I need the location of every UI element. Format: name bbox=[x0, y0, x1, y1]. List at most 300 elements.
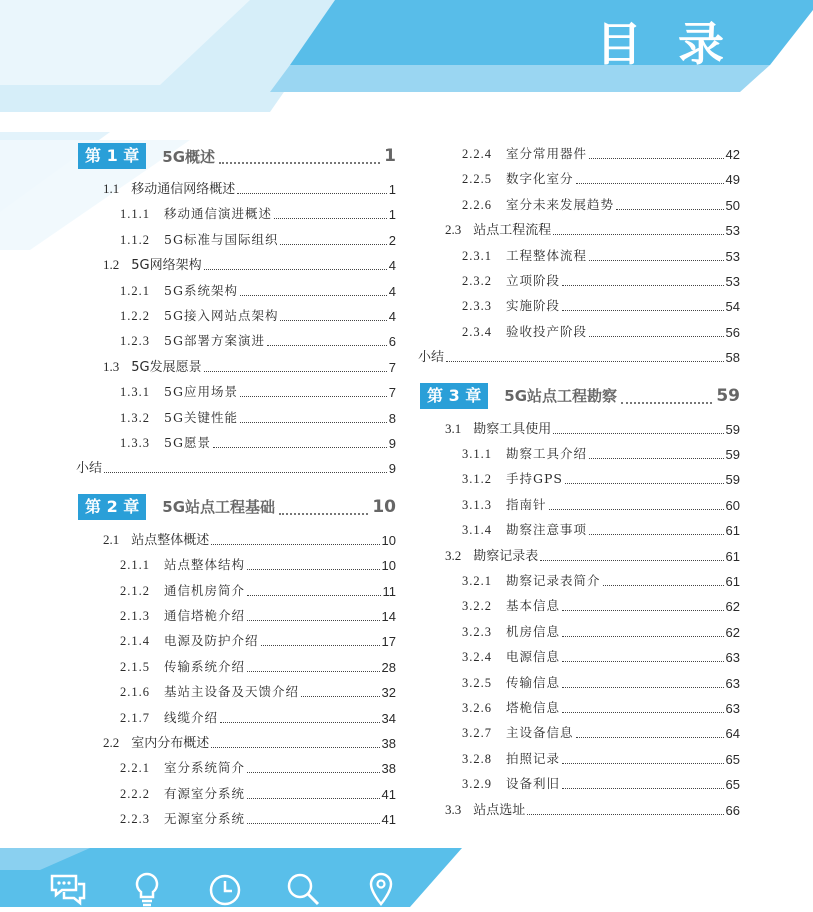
entry-page-number: 66 bbox=[725, 802, 740, 818]
toc-subsection[interactable] bbox=[462, 719, 740, 741]
entry-number: 2.1.6 bbox=[120, 685, 150, 700]
entry-label-group bbox=[76, 461, 102, 476]
dot-leader bbox=[237, 193, 387, 194]
entry-page-number: 41 bbox=[381, 812, 396, 828]
entry-number: 2.1.5 bbox=[120, 659, 150, 674]
entry-number: 2.3.2 bbox=[462, 274, 492, 288]
entry-label-group bbox=[120, 583, 245, 599]
dot-leader bbox=[562, 712, 724, 713]
entry-page-number: 59 bbox=[725, 447, 740, 462]
entry-label-group bbox=[120, 232, 278, 248]
entry-label-group bbox=[462, 598, 560, 614]
entry-page-number: 49 bbox=[725, 172, 740, 188]
toc-subsection[interactable] bbox=[120, 378, 396, 400]
toc-subsection[interactable] bbox=[120, 226, 396, 248]
entry-number: 1.1.2 bbox=[120, 232, 150, 247]
entry-page-number: 4 bbox=[388, 309, 396, 324]
dot-leader bbox=[261, 645, 380, 646]
entry-number: 1.2.3 bbox=[120, 334, 150, 349]
entry-number: 2.1.1 bbox=[120, 558, 150, 573]
entry-label-group bbox=[462, 471, 563, 487]
dot-leader bbox=[621, 402, 712, 404]
entry-title: 勘察工具介绍 bbox=[506, 446, 588, 461]
entry-number: 2.3 bbox=[445, 222, 462, 238]
toc-subsection[interactable] bbox=[120, 627, 396, 649]
toc-section[interactable] bbox=[103, 526, 396, 548]
entry-page-number: 63 bbox=[725, 650, 740, 666]
entry-label-group bbox=[445, 222, 551, 238]
dot-leader bbox=[247, 620, 380, 621]
entry-title: 传输信息 bbox=[506, 674, 561, 690]
entry-title: 5G愿景 bbox=[164, 435, 211, 450]
dot-leader bbox=[603, 585, 724, 586]
entry-page-number: 63 bbox=[725, 675, 740, 691]
toc-section[interactable] bbox=[445, 216, 740, 238]
dot-leader bbox=[219, 162, 380, 164]
entry-page-number: 6 bbox=[388, 334, 396, 350]
entry-label-group bbox=[462, 522, 587, 538]
toc-subsection[interactable] bbox=[120, 200, 396, 222]
entry-number: 2.2.6 bbox=[462, 197, 492, 212]
toc-subsection[interactable] bbox=[120, 327, 396, 349]
entry-number: 1.2.1 bbox=[120, 283, 150, 298]
entry-label-group bbox=[462, 171, 574, 187]
dot-leader bbox=[553, 234, 723, 235]
entry-number: 3.2.6 bbox=[462, 701, 492, 715]
dot-leader bbox=[562, 310, 724, 311]
entry-title: 小结 bbox=[418, 350, 445, 366]
dot-leader bbox=[280, 320, 386, 321]
toc-subsection[interactable] bbox=[120, 277, 396, 299]
dot-leader bbox=[220, 722, 380, 723]
entry-page-number: 61 bbox=[725, 574, 740, 589]
toc-subsection[interactable] bbox=[120, 805, 396, 827]
entry-title: 手持GPS bbox=[506, 471, 563, 487]
entry-label-group bbox=[462, 273, 560, 289]
entry-label-group bbox=[418, 350, 444, 365]
toc-chapter[interactable] bbox=[78, 494, 396, 520]
toc-subsection[interactable] bbox=[120, 577, 396, 599]
entry-page-number: 10 bbox=[381, 532, 396, 548]
entry-label-group bbox=[462, 700, 560, 716]
entry-label-group bbox=[103, 181, 235, 197]
entry-label-group bbox=[120, 384, 238, 400]
toc-subsection[interactable] bbox=[120, 302, 396, 324]
dot-leader bbox=[549, 509, 724, 510]
chapter-badge: 第 3 章 bbox=[420, 383, 488, 409]
entry-page-number: 17 bbox=[381, 634, 396, 650]
entry-number: 1.2 bbox=[103, 257, 120, 273]
entry-page-number: 53 bbox=[725, 248, 740, 264]
dot-leader bbox=[267, 345, 387, 346]
toc-subsection[interactable] bbox=[462, 292, 740, 314]
entry-label-group bbox=[120, 659, 245, 675]
chapter-title: 5G站点工程勘察 bbox=[504, 387, 618, 406]
entry-title: 基站主设备及天馈介绍 bbox=[164, 684, 300, 700]
entry-label-group bbox=[120, 308, 278, 324]
entry-page-number: 4 bbox=[388, 258, 396, 274]
entry-number: 2.2.4 bbox=[462, 147, 492, 161]
toc-subsection[interactable] bbox=[462, 440, 740, 462]
entry-label-group bbox=[120, 206, 272, 222]
toc-subsection[interactable] bbox=[120, 653, 396, 675]
entry-title: 5G标准与国际组织 bbox=[164, 231, 279, 247]
toc-subsection[interactable] bbox=[462, 618, 740, 640]
entry-number: 2.2 bbox=[103, 735, 120, 750]
entry-number: 2.3.3 bbox=[462, 299, 492, 314]
dot-leader bbox=[562, 788, 724, 789]
entry-number: 1.2.2 bbox=[120, 309, 150, 323]
dot-leader bbox=[589, 336, 724, 337]
toc-subsection[interactable] bbox=[120, 404, 396, 426]
entry-number: 3.1.2 bbox=[462, 472, 492, 487]
dot-leader bbox=[565, 483, 724, 484]
entry-label-group bbox=[462, 197, 614, 213]
entry-page-number: 7 bbox=[388, 385, 396, 401]
entry-number: 3.3 bbox=[445, 801, 462, 817]
toc-section[interactable] bbox=[103, 251, 396, 273]
entry-number: 1.3.1 bbox=[120, 385, 150, 400]
entry-page-number: 59 bbox=[725, 421, 740, 437]
dot-leader bbox=[562, 661, 724, 662]
toc-section[interactable] bbox=[103, 175, 396, 197]
entry-page-number: 7 bbox=[388, 359, 396, 375]
entry-title: 验收投产阶段 bbox=[506, 323, 588, 339]
entry-label-group bbox=[462, 573, 601, 589]
chat-bubbles-icon bbox=[48, 870, 90, 908]
entry-page-number: 8 bbox=[388, 410, 396, 426]
entry-title: 拍照记录 bbox=[506, 750, 561, 766]
entry-label-group bbox=[120, 684, 299, 700]
entry-number: 2.2.2 bbox=[120, 786, 150, 801]
toc-subsection[interactable] bbox=[462, 592, 740, 614]
dot-leader bbox=[240, 422, 387, 423]
entry-label-group bbox=[103, 532, 209, 548]
entry-title: 站点工程流程 bbox=[473, 223, 552, 239]
entry-number: 2.1 bbox=[103, 531, 120, 547]
entry-label-group bbox=[462, 624, 560, 640]
entry-title: 电源及防护介绍 bbox=[164, 633, 259, 649]
entry-title: 传输系统介绍 bbox=[164, 658, 246, 674]
entry-page-number: 62 bbox=[725, 624, 740, 640]
chapter-badge: 第 2 章 bbox=[78, 494, 146, 520]
entry-number: 3.1.1 bbox=[462, 447, 492, 461]
entry-page-number: 41 bbox=[381, 786, 396, 802]
entry-page-number: 54 bbox=[725, 299, 740, 315]
dot-leader bbox=[279, 513, 368, 515]
entry-page-number: 32 bbox=[381, 685, 396, 701]
entry-label-group bbox=[462, 324, 587, 340]
dot-leader bbox=[213, 447, 387, 448]
entry-page-number: 34 bbox=[381, 710, 396, 726]
entry-title: 主设备信息 bbox=[506, 725, 574, 741]
entry-page-number: 9 bbox=[388, 461, 396, 477]
dot-leader bbox=[247, 772, 380, 773]
entry-title: 5G发展愿景 bbox=[131, 359, 202, 375]
toc-subsection[interactable] bbox=[120, 678, 396, 700]
toc-subsection[interactable] bbox=[120, 704, 396, 726]
entry-number: 3.2.2 bbox=[462, 599, 492, 614]
entry-number: 2.1.2 bbox=[120, 583, 150, 598]
entry-title: 机房信息 bbox=[506, 623, 561, 639]
entry-label-group bbox=[120, 633, 259, 649]
chapter-page-number: 1 bbox=[384, 146, 396, 166]
dot-leader bbox=[247, 823, 380, 824]
entry-title: 移动通信网络概述 bbox=[131, 182, 236, 197]
entry-page-number: 50 bbox=[725, 197, 740, 213]
toc-subsection[interactable] bbox=[462, 165, 740, 187]
chapter-badge: 第 1 章 bbox=[78, 143, 146, 169]
dot-leader bbox=[589, 458, 724, 459]
entry-page-number: 64 bbox=[725, 726, 740, 742]
toc-summary[interactable] bbox=[418, 343, 740, 365]
dot-leader bbox=[247, 595, 380, 596]
entry-label-group bbox=[462, 751, 560, 767]
toc-subsection[interactable] bbox=[120, 551, 396, 573]
entry-label-group bbox=[445, 802, 525, 818]
toc-subsection[interactable] bbox=[120, 429, 396, 451]
entry-title: 通信塔桅介绍 bbox=[164, 608, 246, 623]
entry-number: 3.2.8 bbox=[462, 751, 492, 766]
dot-leader bbox=[104, 472, 387, 473]
entry-page-number: 1 bbox=[388, 207, 396, 223]
entry-title: 数字化室分 bbox=[506, 171, 574, 187]
entry-number: 1.3.2 bbox=[120, 410, 150, 425]
entry-title: 勘察工具使用 bbox=[473, 421, 552, 437]
entry-number: 3.2.5 bbox=[462, 675, 492, 690]
entry-number: 3.1 bbox=[445, 420, 462, 436]
toc-subsection[interactable] bbox=[120, 602, 396, 624]
entry-title: 勘察注意事项 bbox=[506, 522, 588, 538]
location-pin-icon bbox=[360, 870, 402, 908]
entry-page-number: 10 bbox=[381, 558, 396, 574]
entry-number: 2.1.7 bbox=[120, 710, 150, 725]
chapter-page-number: 10 bbox=[372, 496, 396, 517]
entry-title: 塔桅信息 bbox=[506, 700, 561, 715]
entry-label-group bbox=[120, 410, 238, 426]
toc-subsection[interactable] bbox=[462, 267, 740, 289]
toc-subsection[interactable] bbox=[120, 780, 396, 802]
entry-page-number: 2 bbox=[388, 232, 396, 248]
toc-subsection[interactable] bbox=[462, 745, 740, 767]
toc-subsection[interactable] bbox=[462, 465, 740, 487]
entry-page-number: 53 bbox=[725, 223, 740, 239]
entry-number: 3.2.1 bbox=[462, 574, 492, 588]
entry-label-group bbox=[462, 725, 574, 741]
dot-leader bbox=[576, 183, 724, 184]
entry-page-number: 38 bbox=[381, 761, 396, 777]
entry-number: 3.2.7 bbox=[462, 726, 492, 741]
chapter-page-number: 59 bbox=[716, 385, 740, 406]
entry-number: 2.2.5 bbox=[462, 172, 492, 187]
entry-page-number: 28 bbox=[381, 659, 396, 675]
entry-number: 2.1.4 bbox=[120, 634, 150, 649]
dot-leader bbox=[589, 158, 724, 159]
toc-subsection[interactable] bbox=[462, 242, 740, 264]
entry-label-group bbox=[103, 257, 202, 273]
entry-page-number: 61 bbox=[725, 523, 740, 539]
clock-icon bbox=[204, 870, 246, 908]
toc-section[interactable] bbox=[445, 796, 740, 818]
entry-title: 室内分布概述 bbox=[131, 736, 210, 751]
entry-label-group bbox=[445, 421, 551, 437]
entry-number: 2.1.3 bbox=[120, 609, 150, 623]
dot-leader bbox=[301, 696, 380, 697]
entry-title: 室分常用器件 bbox=[506, 146, 588, 161]
entry-title: 室分系统简介 bbox=[164, 760, 246, 776]
entry-page-number: 62 bbox=[725, 599, 740, 615]
entry-title: 5G系统架构 bbox=[164, 282, 238, 298]
entry-page-number: 65 bbox=[725, 751, 740, 767]
entry-title: 站点整体结构 bbox=[164, 557, 246, 573]
entry-page-number: 58 bbox=[725, 350, 740, 366]
entry-page-number: 1 bbox=[388, 182, 396, 197]
entry-page-number: 42 bbox=[725, 147, 740, 162]
entry-label-group bbox=[103, 359, 202, 375]
toc-section[interactable] bbox=[445, 542, 740, 564]
entry-title: 指南针 bbox=[506, 496, 547, 512]
entry-title: 站点整体概述 bbox=[131, 532, 210, 548]
entry-label-group bbox=[462, 146, 587, 162]
entry-number: 2.3.4 bbox=[462, 324, 492, 339]
dot-leader bbox=[211, 747, 379, 748]
entry-page-number: 56 bbox=[725, 324, 740, 340]
entry-number: 1.1.1 bbox=[120, 207, 150, 222]
toc-subsection[interactable] bbox=[462, 140, 740, 162]
toc-subsection[interactable] bbox=[462, 491, 740, 513]
toc-subsection[interactable] bbox=[120, 754, 396, 776]
entry-label-group bbox=[462, 649, 560, 665]
dot-leader bbox=[562, 610, 724, 611]
entry-label-group bbox=[462, 675, 560, 691]
entry-title: 5G接入网站点架构 bbox=[164, 308, 279, 323]
dot-leader bbox=[553, 433, 723, 434]
dot-leader bbox=[204, 371, 387, 372]
entry-title: 设备利旧 bbox=[506, 776, 561, 792]
entry-title: 室分未来发展趋势 bbox=[506, 196, 615, 212]
entry-number: 3.2.4 bbox=[462, 650, 492, 665]
toc-subsection[interactable] bbox=[462, 516, 740, 538]
entry-title: 勘察记录表简介 bbox=[506, 573, 601, 588]
toc-section[interactable] bbox=[103, 353, 396, 375]
entry-label-group bbox=[120, 333, 265, 349]
entry-label-group bbox=[120, 608, 245, 624]
entry-label-group bbox=[120, 557, 245, 573]
chapter-title: 5G概述 bbox=[162, 147, 216, 166]
entry-page-number: 9 bbox=[388, 436, 396, 451]
dot-leader bbox=[446, 361, 724, 362]
entry-title: 有源室分系统 bbox=[164, 785, 246, 801]
footer-icons bbox=[48, 870, 402, 908]
entry-label-group bbox=[462, 497, 547, 513]
dot-leader bbox=[616, 209, 724, 210]
entry-title: 基本信息 bbox=[506, 598, 561, 614]
entry-label-group bbox=[445, 548, 538, 564]
entry-label-group bbox=[120, 435, 211, 451]
entry-title: 无源室分系统 bbox=[164, 811, 246, 827]
dot-leader bbox=[247, 569, 380, 570]
entry-label-group bbox=[462, 248, 587, 264]
entry-number: 3.2.9 bbox=[462, 777, 492, 792]
entry-label-group bbox=[120, 786, 245, 802]
entry-title: 移动通信演进概述 bbox=[164, 206, 273, 222]
toc-section[interactable] bbox=[445, 415, 740, 437]
dot-leader bbox=[562, 285, 724, 286]
dot-leader bbox=[211, 544, 379, 545]
toc-section[interactable] bbox=[103, 729, 396, 751]
entry-title: 电源信息 bbox=[506, 649, 561, 665]
toc-subsection[interactable] bbox=[462, 191, 740, 213]
entry-number: 3.2.3 bbox=[462, 624, 492, 639]
entry-page-number: 59 bbox=[725, 472, 740, 488]
toc-subsection[interactable] bbox=[462, 770, 740, 792]
toc-subsection[interactable] bbox=[462, 669, 740, 691]
entry-title: 5G网络架构 bbox=[131, 258, 202, 274]
toc-subsection[interactable] bbox=[462, 643, 740, 665]
entry-page-number: 38 bbox=[381, 736, 396, 751]
toc-summary[interactable] bbox=[76, 454, 396, 476]
entry-title: 勘察记录表 bbox=[473, 548, 539, 564]
toc-subsection[interactable] bbox=[462, 567, 740, 589]
toc-subsection[interactable] bbox=[462, 318, 740, 340]
entry-label-group bbox=[120, 760, 245, 776]
entry-title: 小结 bbox=[76, 461, 103, 477]
entry-label-group bbox=[462, 446, 587, 462]
entry-page-number: 65 bbox=[725, 777, 740, 793]
toc-chapter[interactable] bbox=[78, 143, 396, 169]
entry-number: 1.1 bbox=[103, 181, 120, 196]
entry-page-number: 14 bbox=[381, 609, 396, 624]
entry-number: 2.2.1 bbox=[120, 761, 150, 776]
dot-leader bbox=[562, 636, 724, 637]
entry-number: 3.1.3 bbox=[462, 497, 492, 512]
dot-leader bbox=[247, 671, 380, 672]
entry-title: 5G关键性能 bbox=[164, 409, 238, 425]
entry-number: 3.2 bbox=[445, 547, 462, 563]
entry-page-number: 60 bbox=[725, 497, 740, 513]
entry-page-number: 63 bbox=[725, 701, 740, 716]
entry-label-group bbox=[120, 811, 245, 827]
entry-title: 实施阶段 bbox=[506, 298, 561, 314]
page-title: 目录 bbox=[596, 17, 760, 71]
chapter-title: 5G站点工程基础 bbox=[162, 498, 276, 517]
entry-label-group bbox=[120, 710, 218, 726]
entry-title: 工程整体流程 bbox=[506, 247, 588, 263]
dot-leader bbox=[527, 814, 723, 815]
entry-label-group bbox=[462, 298, 560, 314]
dot-leader bbox=[274, 218, 387, 219]
entry-number: 3.1.4 bbox=[462, 523, 492, 538]
magnifier-icon bbox=[282, 870, 324, 908]
entry-title: 站点选址 bbox=[473, 802, 526, 818]
entry-label-group bbox=[103, 735, 209, 751]
dot-leader bbox=[280, 244, 386, 245]
entry-number: 2.2.3 bbox=[120, 812, 150, 827]
dot-leader bbox=[240, 295, 387, 296]
entry-number: 1.3 bbox=[103, 358, 120, 374]
dot-leader bbox=[589, 534, 724, 535]
dot-leader bbox=[540, 560, 723, 561]
entry-title: 通信机房简介 bbox=[164, 582, 246, 598]
toc-subsection[interactable] bbox=[462, 694, 740, 716]
entry-title: 立项阶段 bbox=[506, 273, 561, 288]
dot-leader bbox=[562, 763, 724, 764]
toc-chapter[interactable] bbox=[420, 383, 740, 409]
entry-title: 线缆介绍 bbox=[164, 709, 219, 725]
dot-leader bbox=[576, 737, 724, 738]
entry-label-group bbox=[120, 283, 238, 299]
entry-title: 5G应用场景 bbox=[164, 384, 238, 400]
